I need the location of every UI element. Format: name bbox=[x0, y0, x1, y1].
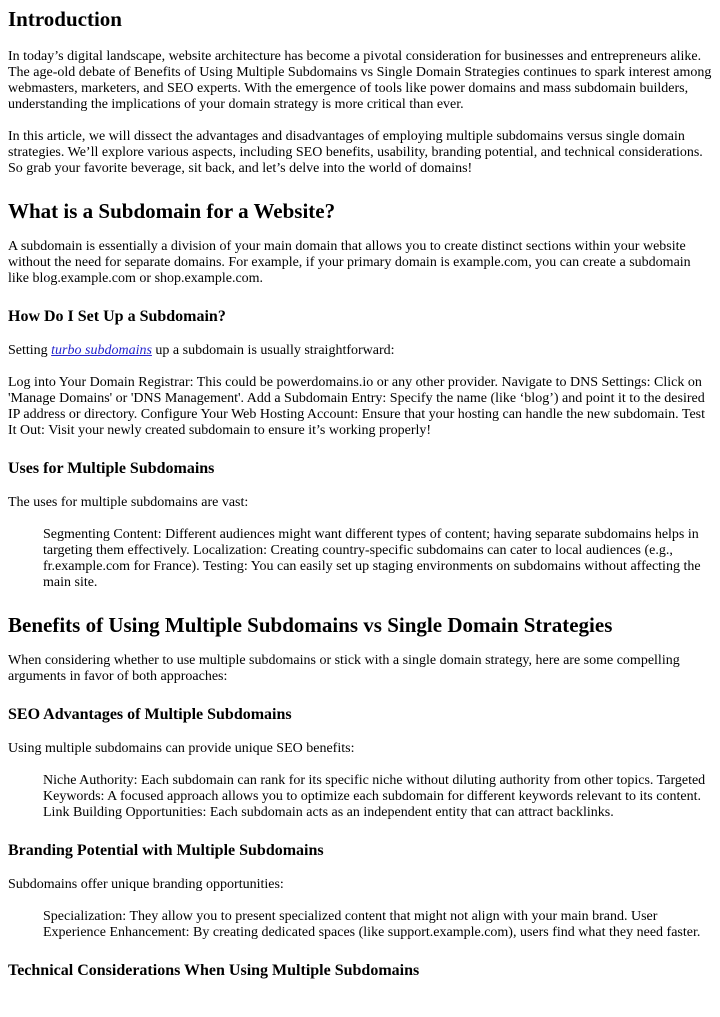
seo-heading: SEO Advantages of Multiple Subdomains bbox=[8, 706, 292, 723]
uses-paragraph: The uses for multiple subdomains are vast: bbox=[8, 495, 249, 510]
seo-quote: Niche Authority: Each subdomain can rank for its specific niche without diluting authority from other topics. Targeted Keywords: A focused approach allows you to optimize each subdomain for different keywords relevant to its content. Link Building Opportunities: Each subdomain acts as an independent entity that can attract backlinks. bbox=[43, 773, 706, 820]
branding-heading: Branding Potential with Multiple Subdomains bbox=[8, 842, 324, 859]
uses-heading: Uses for Multiple Subdomains bbox=[8, 460, 215, 477]
intro-paragraph-1: In today’s digital landscape, website architecture has become a pivotal consideration for businesses and entrepreneurs alike. The age-old debate of Benefits of Using Multiple Subdomains vs Single Domain Strategies continues to spark interest among webmasters, marketers, and SEO experts. With the emergence of tools like power domains and mass subdomain builders, understanding the implications of your domain strategy is more critical than ever. bbox=[8, 49, 712, 112]
uses-quote: Segmenting Content: Different audiences might want different types of content; having separate subdomains helps in targeting them effectively. Localization: Creating country-specific subdomains can cater to local audiences (e.g., fr.example.com for France). Testing: You can easily set up staging environments on subdomains without affecting the main site. bbox=[43, 527, 701, 590]
seo-paragraph: Using multiple subdomains can provide unique SEO benefits: bbox=[8, 741, 355, 756]
intro-heading: Introduction bbox=[8, 7, 122, 31]
setup-subdomain-heading: How Do I Set Up a Subdomain? bbox=[8, 308, 226, 325]
setup-text-after: up a subdomain is usually straightforward: bbox=[151, 343, 395, 358]
branding-paragraph: Subdomains offer unique branding opportunities: bbox=[8, 877, 284, 892]
setup-steps-paragraph: Log into Your Domain Registrar: This could be powerdomains.io or any other provider. Navigate to DNS Settings: Click on 'Manage Domains' or 'DNS Management'. Add a Subdomain Entry: Specify the name (like ‘blog’) and point it to the desired IP address or directory. Configure Your Web Hosting Account: Ensure that your hosting can handle the new subdomain. Test It Out: Visit your newly created subdomain to ensure it’s working properly! bbox=[8, 375, 705, 438]
setup-text-before: Setting bbox=[8, 343, 52, 358]
what-is-subdomain-heading: What is a Subdomain for a Website? bbox=[8, 199, 336, 223]
intro-paragraph-2: In this article, we will dissect the advantages and disadvantages of employing multiple subdomains versus single domain strategies. We’ll explore various aspects, including SEO benefits, usability, branding potential, and technical considerations. So grab your favorite beverage, sit back, and let’s delve into the world of domains! bbox=[8, 129, 703, 176]
what-is-subdomain-paragraph: A subdomain is essentially a division of your main domain that allows you to create distinct sections within your website without the need for separate domains. For example, if your primary domain is example.com, you can create a subdomain like blog.example.com or shop.example.com. bbox=[8, 239, 691, 286]
benefits-paragraph: When considering whether to use multiple subdomains or stick with a single domain strategy, here are some compelling arguments in favor of both approaches: bbox=[8, 653, 680, 684]
technical-heading: Technical Considerations When Using Multiple Subdomains bbox=[8, 962, 420, 979]
turbo-subdomains-link[interactable]: turbo subdomains bbox=[51, 343, 152, 358]
setup-intro-paragraph bbox=[8, 343, 712, 359]
benefits-heading: Benefits of Using Multiple Subdomains vs Single Domain Strategies bbox=[8, 613, 613, 637]
branding-quote: Specialization: They allow you to present specialized content that might not align with your main brand. User Experience Enhancement: By creating dedicated spaces (like support.example.com), users find what they need faster. bbox=[43, 909, 701, 940]
